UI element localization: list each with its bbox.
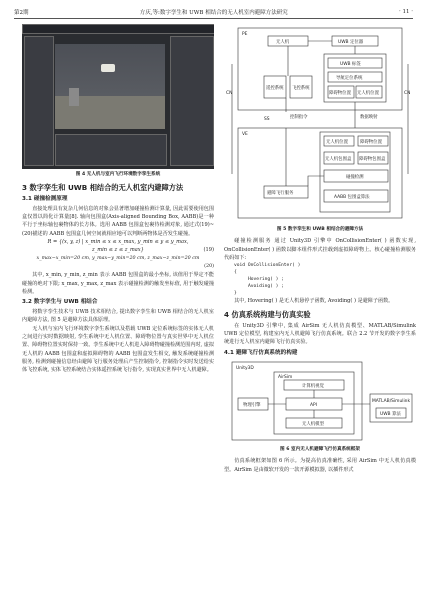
ve-aabb-text: AABB 包围盒算法 [334,195,370,200]
paragraph: 其中, x_min, y_min, z_min 表示 AABB 包围盒的最小坐标, 该值用于界定不能碰撞的绝对下限; x_max, y_max, z_max 表示碰撞检测的触发坐标值, 用于触发碰撞检测。 [22,272,214,296]
section-3-2-title: 3.2 数字孪生与 UWB 相结合 [22,299,98,306]
pe-remote-text: 遥控系统 [266,86,284,91]
equation-19-line2 [22,246,214,254]
pe-fc-text: 飞控系统 [292,86,310,91]
pe-drone-text: 无人机 [276,40,290,45]
cv-text: 计算机视觉 [302,384,324,390]
airsim-text: AirSim [278,375,293,381]
section-4-1-title: 4.1 避障飞行仿真系统的构建 [224,349,298,356]
pe-obs-pos-text: 障碍物位置 [329,91,351,96]
paragraph: 在 Unity3D 引擎中, 集成 AirSim 无人机仿真模型、MATLAB/Simulink UWB 定位模型, 构建室内无人机避障飞行仿真系统。联合 2.2 节开发的数字孪生系统进行无人机室内避障飞行仿真实验。 [224,322,416,346]
equation-20 [22,255,214,272]
avoidance-method-diagram [224,24,416,224]
equation-number: (19) [203,247,214,254]
equation-19 [22,238,214,255]
simulation-framework-diagram [224,358,416,444]
digital-twin-screenshot [22,24,214,169]
hierarchy-panel [24,36,54,166]
unity-text: Unity3D [236,366,254,372]
pe-uwb-text: UWB 定位器 [338,40,364,45]
framework-connectors [268,390,370,418]
code-line: void OnCollisionEnter( ) [234,263,301,269]
code-line: Hovering( ) ; [248,277,284,283]
equation-20-text: x_max−x_min=20 cm, y_max−y_min=20 cm, z_max−z_min=20 cm [36,255,200,261]
pe-tag-text: UWB 标签 [340,62,361,67]
code-block [224,262,416,297]
code-line: Avoiding( ) ; [248,284,284,290]
equation-number: (20) [204,264,214,270]
right-column [224,24,416,474]
ctrl-cmd-text: 控制指令 [290,115,308,120]
paragraph: 将数字孪生技术与 UWB 技术相结合, 提出数字孪生和 UWB 相结合的无人机室内避障方法, 图 5 是避障方法具体原理。 [22,308,214,324]
drone-model-text: 无人机模型 [302,422,324,428]
issue-number: 第2期 [14,10,29,16]
ve-avoid-text: 避障飞行服务 [267,191,294,196]
editor-toolbar [22,24,214,34]
ve-obs-box-text: 障碍物包围盒 [359,157,386,162]
pe-drone-pos-text: 无人机位置 [357,91,379,96]
left-column [22,24,214,375]
project-panel [55,134,167,166]
figure-6-caption: 图 6 室内无人机避障飞行仿真系统框架 [280,447,360,453]
uwb-text: UWB 算法 [380,412,401,418]
ve-label: VE [242,132,248,137]
cn-label-right: CN [404,91,411,96]
pe-loc-text: 导航定位系统 [336,76,363,81]
code-line: { [234,270,237,276]
equation-19-text: z_min ≤ z ≤ z_max} [92,247,144,254]
ve-drone-pos-text: 无人机位置 [326,140,348,145]
equation-19-line1: R = {(x, y, z) | x_min ≤ x ≤ x_max, y_min ≤ y ≤ y_max, [47,239,189,246]
matlab-text: MATLAB/Simulink [372,399,411,405]
page-number: · 11 · [399,9,413,15]
data-map-text: 数据映射 [360,115,378,120]
obstacle-block [69,88,79,106]
physical-entity-box [238,28,402,110]
physics-text: 物理引擎 [243,403,261,409]
paragraph: 碰撞检测服务 通过 Unity3D 引擎中 OnCollisionEnter( ) 函数实现, OnCollisionEnter( ) 函数以脚本组件形式挂载到虚拟障碍物上。核心碰撞检测服务代码如下: [224,238,416,262]
ve-drone-box-text: 无人机包围盒 [325,157,352,162]
inspector-panel [170,36,214,166]
cn-label-left: CN [226,91,233,96]
section-3-title: 3 数字孪生和 UWB 相结合的无人机室内避障方法 [22,183,184,193]
pe-label: PE [242,32,248,37]
ve-collision-text: 碰撞检测 [346,175,364,180]
drone-model-icon [101,64,115,72]
paragraph: 仿真系统框架如图 6 所示。为提高仿真准确性, 采用 AirSim 中无人机仿真模型。AirSim 是由微软开发的一款开源模拟器, 以插件形式 [224,458,416,473]
code-line: } [234,291,237,297]
scene-view [55,44,165,129]
running-title: 方庆,等:数字孪生和 UWB 相结合的无人机室内避障方法研究 [139,10,288,16]
ss-label: SS [264,117,270,122]
api-text: API [310,403,317,409]
figure-5-caption: 图 5 数字孪生和 UWB 相结合的避障方法 [276,227,364,232]
paragraph: 无人机与室内飞行环境数字孪生系统以及搭载 UWB 定位系统标签的实体无人机之间进行实时数据映射, 孪生系统中无人机位置、障碍物位置与真实世界中无人机位置、障碍物位置实时保持一致。孪生系统中无人机进入障碍物碰撞检测范围内时, 虚拟无人机的 AABB 包围盒和虚拟障碍物的 AABB 包围盒发生相交, 触发系统碰撞检测服务, 检测到碰撞信息经由避障飞行服务处理后产生控制指令, 控制指令实时发送给实体飞控系统, 实体飞控系统结合实体遥控系统飞行指令, 实现真实世界中无人机避障。 [22,325,214,374]
paragraph: 直接处理具有复杂几何信息的对象会显著增加碰撞检测计算量, 因此需要使用包围盒仅置以简化计算量[8]. 轴向包围盒(Axis-aligned Bounding Box, AABB)是一种平行于坐标轴包裹物体的长方体。选用 AABB 包围盒包裹待检测对象, 通过式(19)~(20)描述的 AABB 包围盒几何空间就相应地可以判断两物体是否发生碰撞。 [22,205,214,237]
figure-4-caption: 图 4 无人机与室内飞行环境数字孪生系统 [75,172,161,177]
section-4-title: 4 仿真系统构建与仿真实验 [224,309,311,319]
paragraph: 其中, Hovering( ) 是无人机悬停子函数, Avoiding( ) 是避障子函数。 [234,298,394,305]
section-3-1-title: 3.1 碰撞检测原理 [22,196,68,203]
ve-obs-pos-text: 障碍物位置 [360,140,382,145]
running-header [14,6,413,19]
